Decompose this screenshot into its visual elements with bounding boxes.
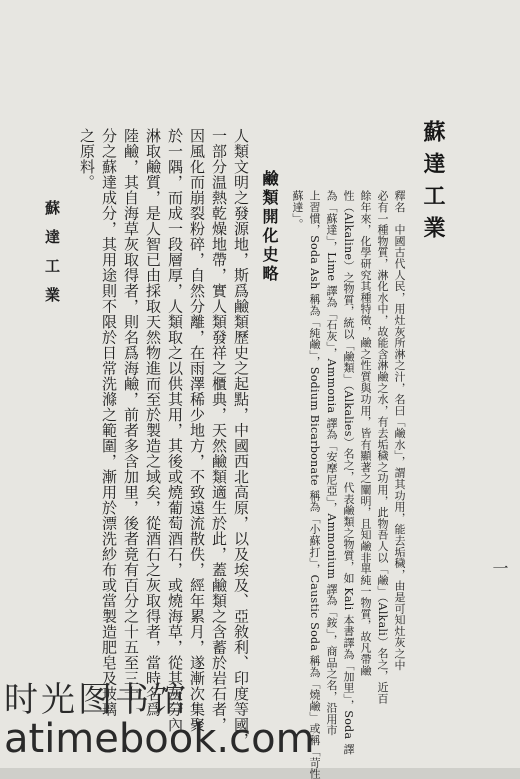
note-line: 性（Alkaline）之物質，統以「鹼類」（Alkalies）名之，代表鹼類之物質，如 Kali 本書譯為「加里」，Soda 譯 [342,190,355,755]
note-line: 為「蘇達」，Lime 譯為「石灰」，Ammonia 譯為「安摩尼亞」，Ammonium 譯為「銨」，商品之名，沿用市 [325,190,338,736]
note-line: 上習慣，Soda Ash 稱為「純鹼」，Sodium Bicarbonate 稱為「小蘇打」，Caustic Soda 稱為「燒鹼」或稱「苛性 [308,190,321,779]
note-line: 餘年來，化學研究其種特徵，鹼之性質與功用，皆有顯著之闡明，且知鹼非單純一物質，故凡帶鹼 [359,190,372,676]
body-line: 一部分温熱乾燥地帶，實人類發祥之櫃典，天然鹼類適生於此，蓋鹼類之含蓄於岩石者， [210,128,228,733]
watermark-url: atimebook.com [4,716,315,762]
body-line: 淋取鹼質，是人智已由採取天然物進而至於製造之域矣，從酒石之灰取得者，當時名爲 [144,128,162,717]
note-line: 蘇達」。 [291,190,304,230]
body-line: 因風化而崩裂粉碎，自然分離，在雨澤稀少地方，不致遠流散佚，經年累月，遂漸次集聚 [188,128,206,733]
running-title: 蘇達工業 [43,200,61,316]
note-line: 釋名 中國古代人民，用灶灰所淋之汁，名曰「鹼水」，謂其功用，能去垢穢，由是可知灶灰之中 [393,190,406,671]
body-line: 陸鹼，其自海草灰取得者，則名爲海鹼，前者多含加里，後者竟有百分之十五至三十 [122,128,140,702]
note-line: 必有一種物質，淋化水中，故能含淋鹼之水，有去垢穢之功用，此物吾人以「鹼」（Alkali）名之，近百 [376,190,389,704]
body-line: 於一隅，而成一段層厚，人類取之以供其用，其後或燒葡萄酒石，或燒海草，從其灰分內 [166,128,184,733]
watermark-title: 时光图书馆 [4,680,189,720]
body-line: 人類文明之發源地，斯爲鹼類歷史之起點，中國西北高原，以及埃及、亞敘利、印度等國， [232,128,250,748]
body-line: 分之蘇達成分，其用途則不限於日常洗滌之範圍，漸用於漂洗紗布或當製造肥皂及玻璃 [100,128,118,717]
chapter-title: 蘇達工業 [420,120,446,248]
section-title: 鹼類開化史略 [260,170,279,284]
body-line: 之原料。 [78,128,96,190]
page-number: 一 [490,560,509,576]
